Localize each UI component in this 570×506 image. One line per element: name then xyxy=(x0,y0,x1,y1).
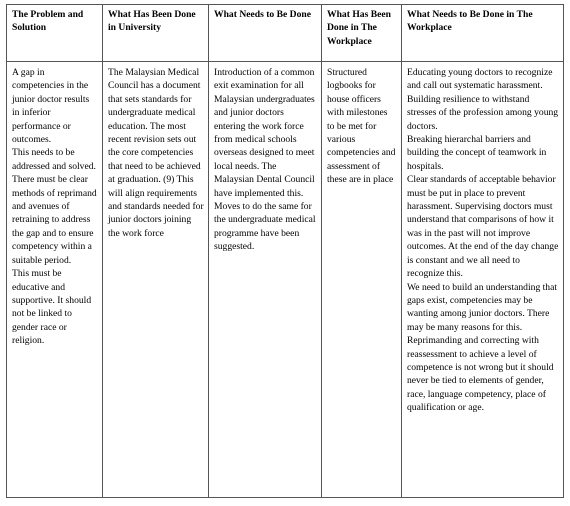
problem-paragraph: This needs to be addressed and solved. xyxy=(12,147,96,172)
problem-paragraph: This must be educative and supportive. It should not be linked to gender race or religion. xyxy=(12,268,92,347)
cell-done-workplace xyxy=(322,62,402,498)
header-needs-workplace: What Needs to Be Done in The Workplace xyxy=(402,5,564,62)
cell-needs-workplace xyxy=(402,62,564,498)
comparison-table xyxy=(6,4,564,498)
workplace-needs-paragraph: We need to build an understanding that gaps exist, competencies may be wanting among junior doctors. There may be many reasons for this. Reprimanding and correcting with reassessment to achieve a level of competence is not wrong but it should never be tied to elements of gender, race, language competency, place of qualification or age. xyxy=(407,281,558,414)
table-row xyxy=(7,62,564,498)
workplace-needs-paragraph: Educating young doctors to recognize and call out systematic harassment. xyxy=(407,67,553,92)
needs-paragraph: Introduction of a common exit examination for all Malaysian undergraduates and junior doctors entering the work force from medical schools overseas designed to meet local needs. The Malaysian Dental Council have implemented this. Moves to do the same for the undergraduate medical programme have been suggested. xyxy=(214,67,316,253)
cell-done-university xyxy=(103,62,209,498)
header-problem-solution: The Problem and Solution xyxy=(7,5,103,62)
workplace-needs-paragraph: Breaking hierarchal barriers and building the concept of teamwork in hospitals. xyxy=(407,134,547,172)
workplace-done-paragraph: Structured logbooks for house officers with milestones to be met for various competencies and assessment of these are in place xyxy=(327,67,396,186)
workplace-needs-paragraph: Clear standards of acceptable behavior must be put in place to prevent harassment. Supervising doctors must understand that comparisons of how it was in the past will not improve outcomes. At the end of the day change is constant and we all need to recognize this. xyxy=(407,174,559,280)
problem-paragraph: There must be clear methods of reprimand and avenues of retraining to address the gap and to ensure competency within a suitable period. xyxy=(12,174,97,266)
cell-needs-done xyxy=(209,62,322,498)
header-done-workplace: What Has Been Done in The Workplace xyxy=(322,5,402,62)
university-paragraph: The Malaysian Medical Council has a document that sets standards for undergraduate medical education. The most recent revision sets out the core competencies that need to be achieved at graduation. (9) This will align requirements and standards needed for junior doctors joining the work force xyxy=(108,67,204,239)
workplace-needs-paragraph: Building resilience to withstand stresses of the profession among young doctors. xyxy=(407,93,559,132)
header-needs-done: What Needs to Be Done xyxy=(209,5,322,62)
cell-problem-solution xyxy=(7,62,103,498)
problem-paragraph: A gap in competencies in the junior doctor results in inferior performance or outcomes. xyxy=(12,67,90,146)
header-row xyxy=(7,5,564,62)
header-done-university: What Has Been Done in University xyxy=(103,5,209,62)
